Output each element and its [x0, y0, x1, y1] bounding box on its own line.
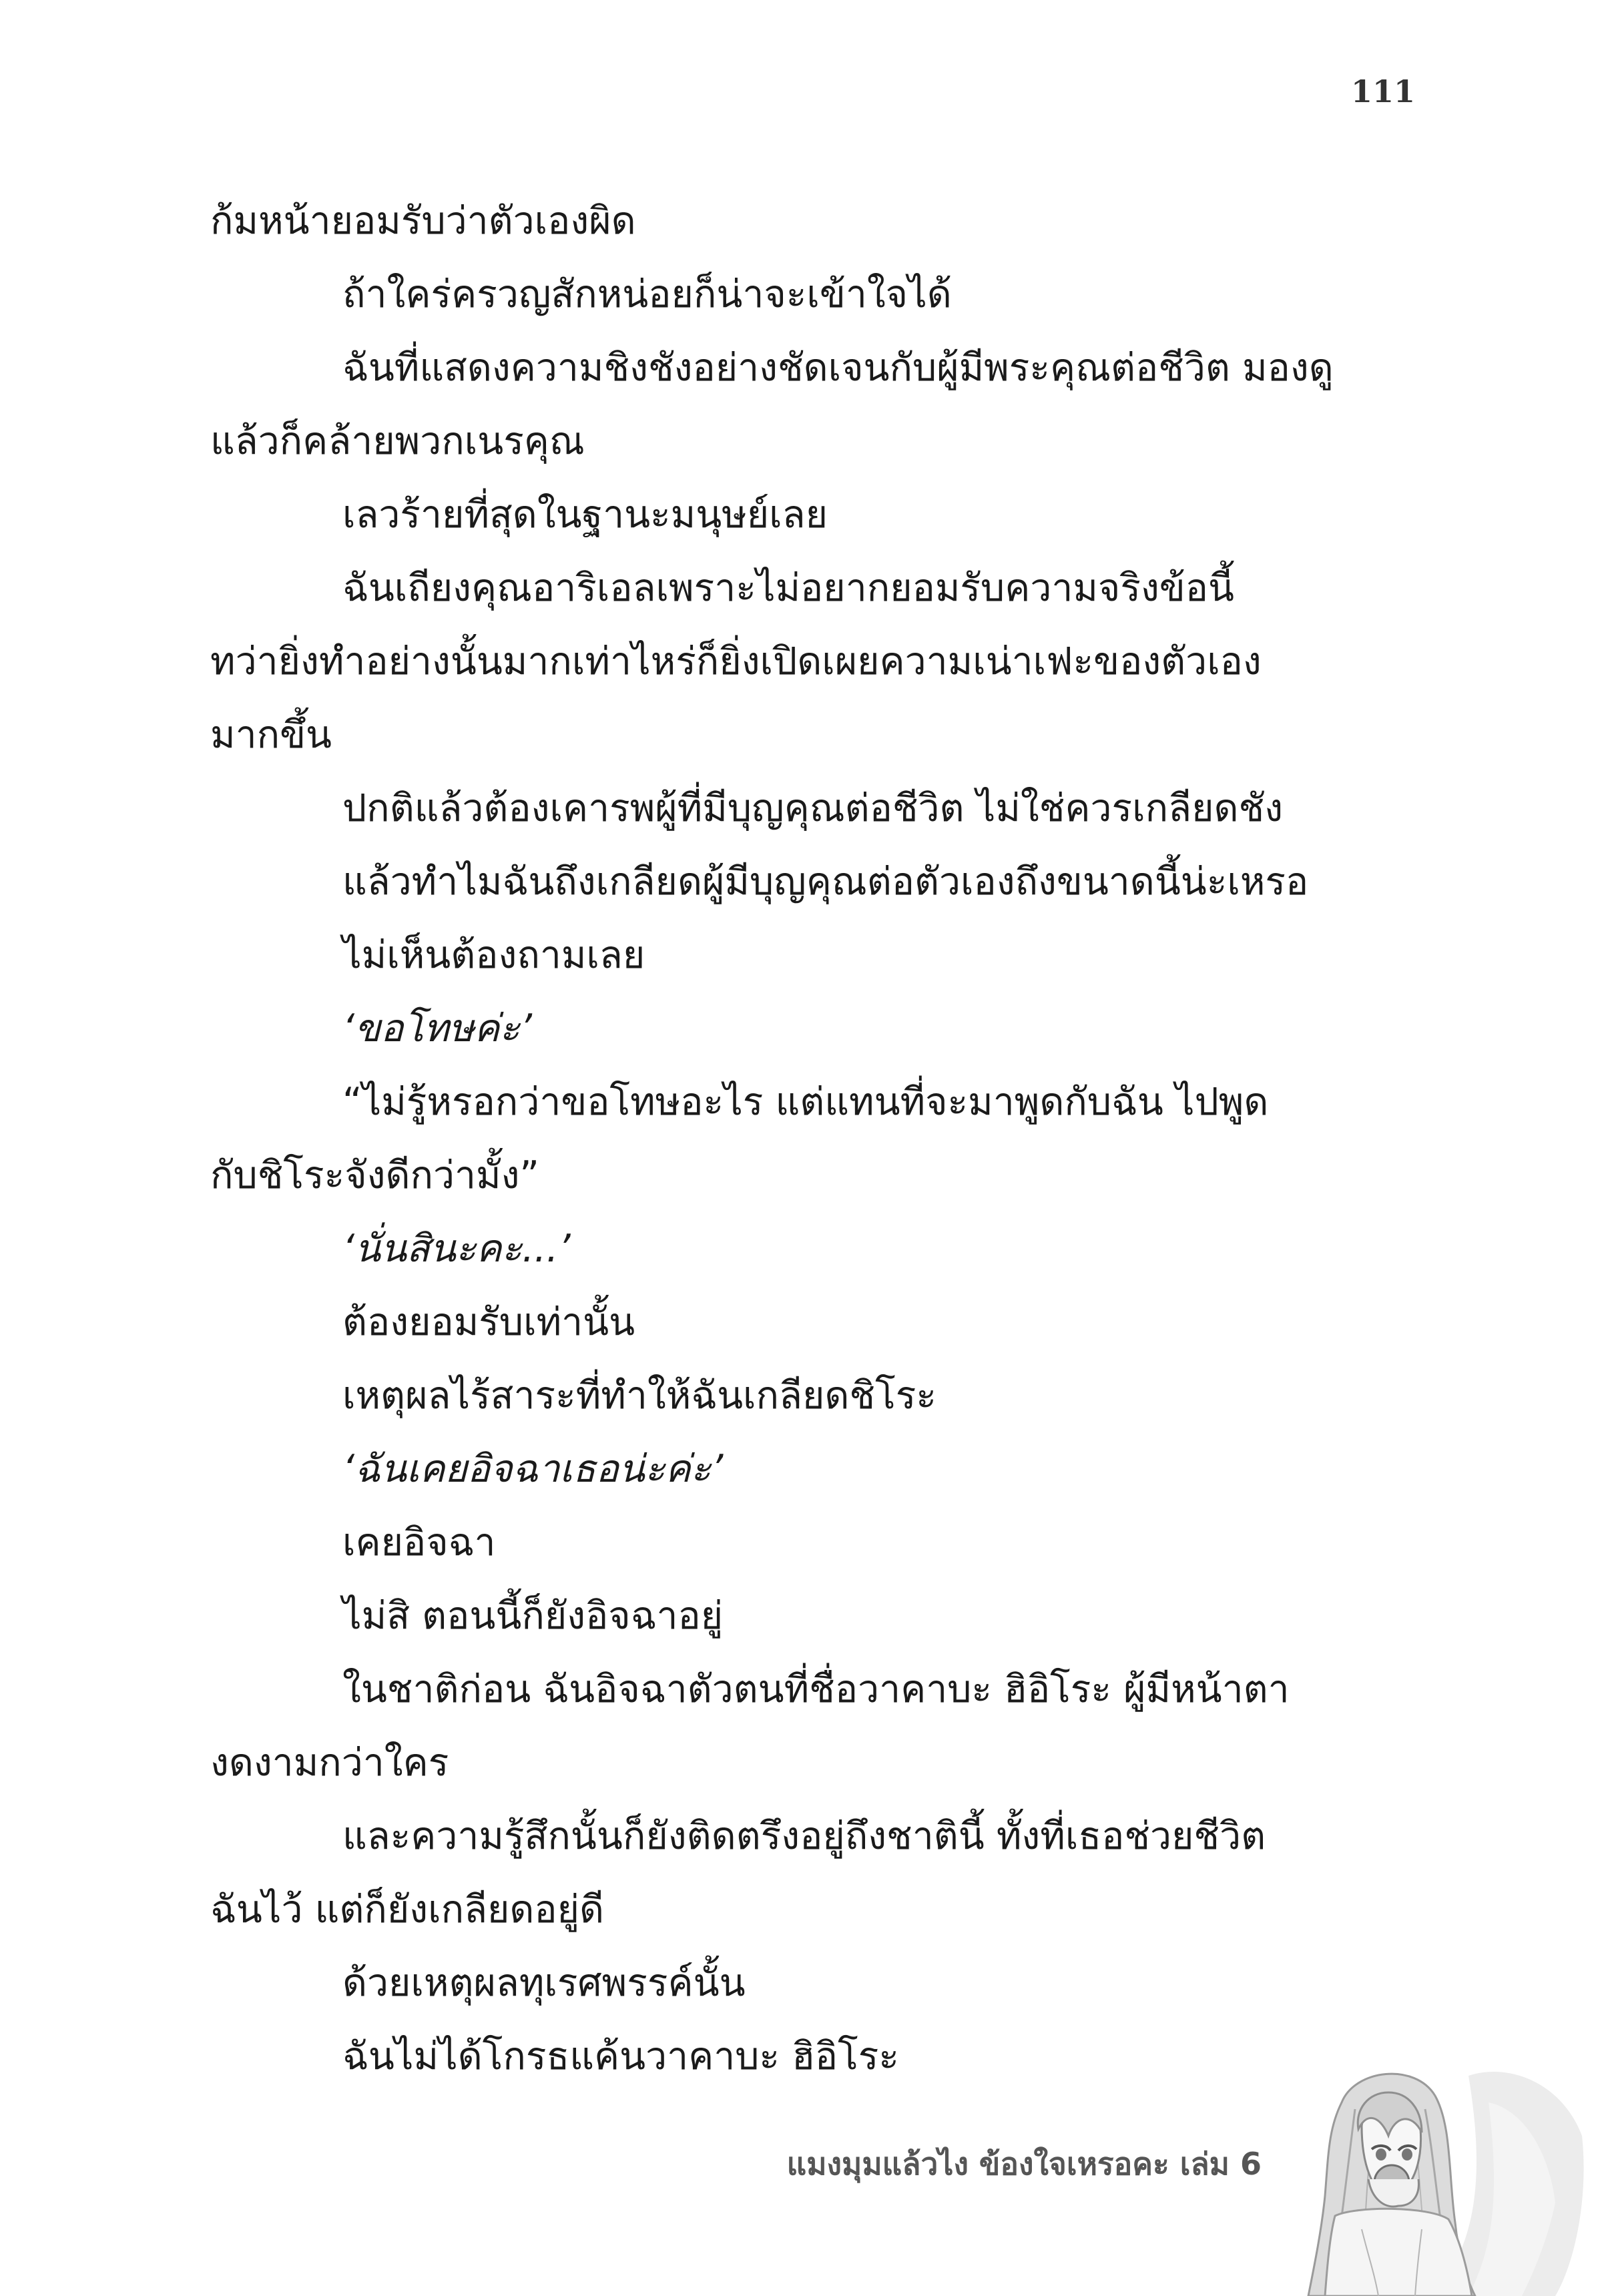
- text-line-dialogue: “ไม่รู้หรอกว่าขอโทษอะไร แต่แทนที่จะมาพูดกับฉัน ไปพูด: [342, 1080, 1269, 1124]
- text-line: เคยอิจฉา: [342, 1520, 496, 1564]
- text-line-thought: ‘ฉันเคยอิจฉาเธอน่ะค่ะ’: [342, 1447, 724, 1491]
- anime-girl-illustration: [1268, 2062, 1589, 2296]
- body-text: [210, 184, 1412, 2093]
- text-line-thought: ‘นั่นสินะคะ...’: [342, 1227, 571, 1271]
- text-line: ถ้าใคร่ครวญสักหน่อยก็น่าจะเข้าใจได้: [342, 272, 952, 316]
- text-line: ไม่เห็นต้องถามเลย: [342, 933, 645, 977]
- text-line: ปกติแล้วต้องเคารพผู้ที่มีบุญคุณต่อชีวิต ไม่ใช่ควรเกลียดชัง: [342, 786, 1284, 830]
- text-line-thought: ‘ขอโทษค่ะ’: [342, 1007, 532, 1051]
- text-line: เลวร้ายที่สุดในฐานะมนุษย์เลย: [342, 493, 828, 537]
- page-number: 111: [1350, 73, 1415, 109]
- text-line: ในชาติก่อน ฉันอิจฉาตัวตนที่ชื่อวาคาบะ ฮิอิโระ ผู้มีหน้าตา: [342, 1667, 1290, 1711]
- text-line: ไม่สิ ตอนนี้ก็ยังอิจฉาอยู่: [342, 1594, 724, 1638]
- text-line: ฉันไม่ได้โกรธแค้นวาคาบะ ฮิอิโระ: [342, 2034, 900, 2078]
- text-line: ต้องยอมรับเท่านั้น: [342, 1300, 635, 1344]
- text-line: เหตุผลไร้สาระที่ทำให้ฉันเกลียดชิโระ: [342, 1374, 936, 1418]
- text-line: ฉันที่แสดงความชิงชังอย่างชัดเจนกับผู้มีพระคุณต่อชีวิต มองดู: [342, 346, 1334, 390]
- text-line: มากขึ้น: [210, 713, 332, 757]
- text-line: ก้มหน้ายอมรับว่าตัวเองผิด: [210, 199, 636, 243]
- text-line: แล้วก็คล้ายพวกเนรคุณ: [210, 419, 585, 463]
- text-line: แล้วทำไมฉันถึงเกลียดผู้มีบุญคุณต่อตัวเองถึงขนาดนี้น่ะเหรอ: [342, 860, 1309, 904]
- text-line-dialogue: กับชิโระจังดีกว่ามั้ง”: [210, 1153, 539, 1197]
- footer-book-title: แมงมุมแล้วไง ข้องใจเหรอคะ เล่ม 6: [786, 2146, 1262, 2182]
- text-line: ด้วยเหตุผลทุเรศพรรค์นั้น: [342, 1961, 746, 2005]
- text-line: และความรู้สึกนั้นก็ยังติดตรึงอยู่ถึงชาตินี้ ทั้งที่เธอช่วยชีวิต: [342, 1814, 1266, 1858]
- text-line: งดงามกว่าใคร: [210, 1741, 449, 1785]
- text-line: ฉันไว้ แต่ก็ยังเกลียดอยู่ดี: [210, 1888, 605, 1932]
- text-line: ฉันเถียงคุณอาริเอลเพราะไม่อยากยอมรับความจริงข้อนี้: [342, 566, 1234, 610]
- text-line: ทว่ายิ่งทำอย่างนั้นมากเท่าไหร่ก็ยิ่งเปิดเผยความเน่าเฟะของตัวเอง: [210, 639, 1262, 683]
